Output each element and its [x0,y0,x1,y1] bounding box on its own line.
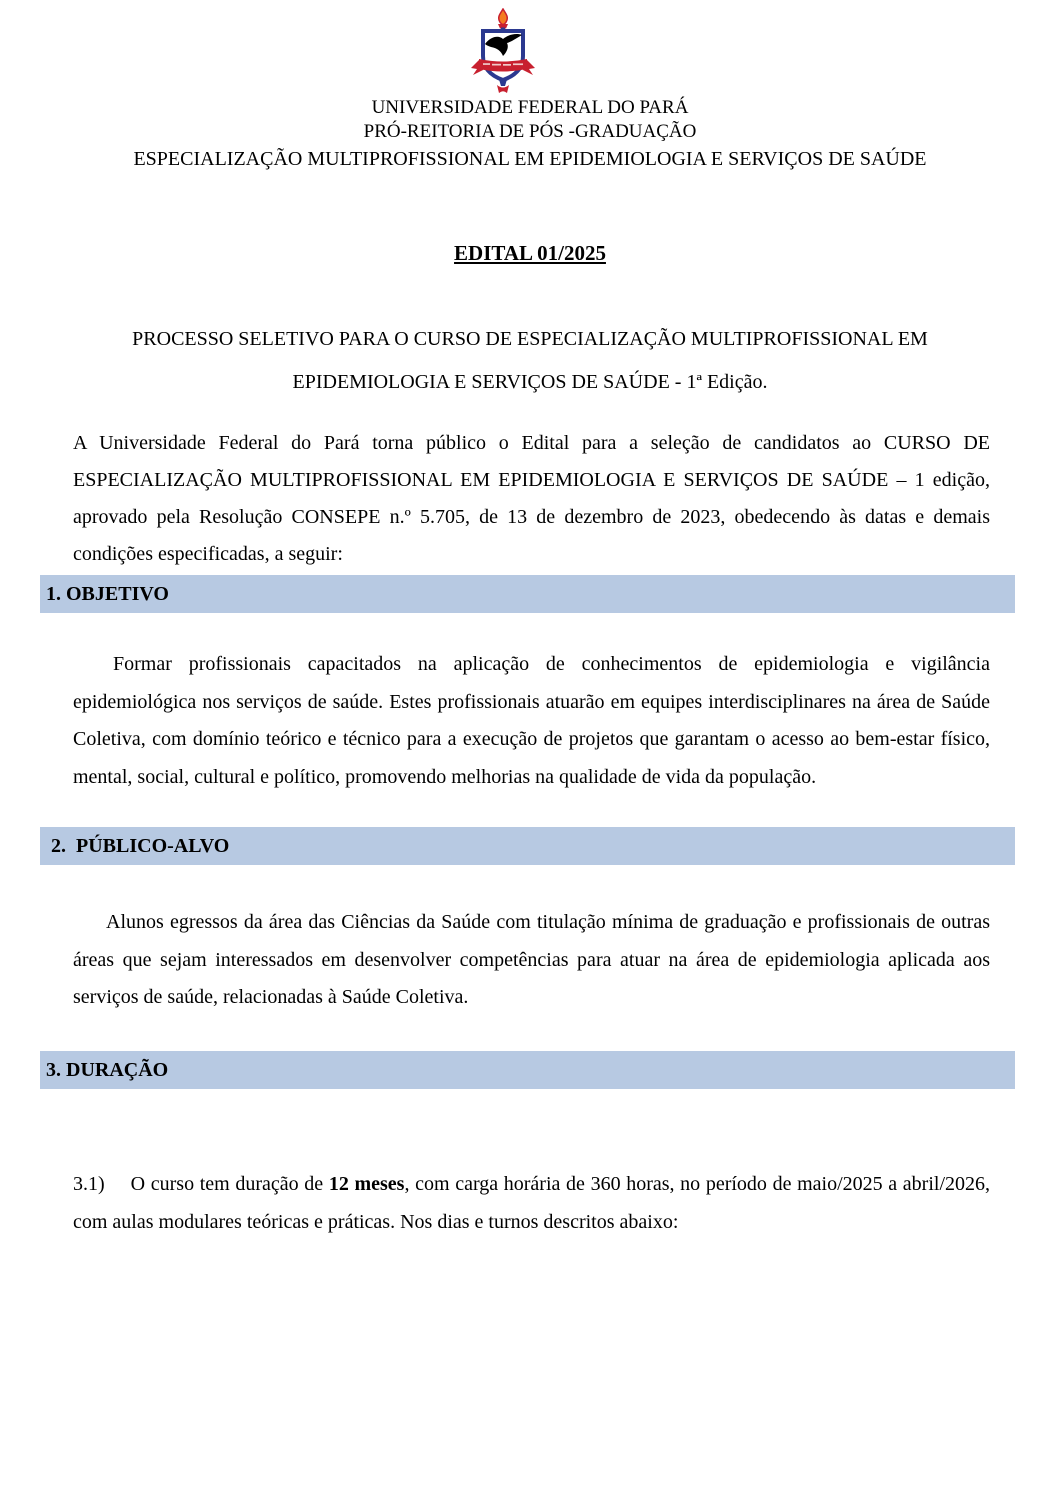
duracao-text-after: , com carga horária de 360 horas, no período de maio/2025 a abril/2026, com aulas modulares teóricas e práticas. Nos dias e turnos descritos abaixo: [73,1172,991,1233]
ufpa-crest-icon [471,8,535,94]
edital-title-row [0,240,1060,266]
item-number: 3.1) [73,1172,105,1195]
duracao-item-3-1 [73,1165,990,1241]
duracao-text-before: O curso tem duração de [130,1172,329,1195]
pro-rectory-name: PRÓ-REITORIA DE PÓS -GRADUAÇÃO [363,121,697,142]
intro-paragraph: A Universidade Federal do Pará torna público o Edital para a seleção de candidatos ao CURSO DE ESPECIALIZAÇÃO MULTIPROFISSIONAL EM EPIDEMIOLOGIA E SERVIÇOS DE SAÚDE – 1 edição, aprovado pela Resolução CONSEPE n.º 5.705, de 13 de dezembro de 2023, obedecendo às datas e demais condições especificadas, a seguir: [73,432,990,565]
duracao-text-bold: 12 meses [328,1172,405,1195]
program-name: ESPECIALIZAÇÃO MULTIPROFISSIONAL EM EPIDEMIOLOGIA E SERVIÇOS DE SAÚDE [133,148,927,170]
section-heading-publico-alvo: 2. PÚBLICO-ALVO [40,827,1015,865]
process-subtitle: PROCESSO SELETIVO PARA O CURSO DE ESPECIALIZAÇÃO MULTIPROFISSIONAL EM EPIDEMIOLOGIA E SERVIÇOS DE SAÚDE - 1ª Edição. [132,328,928,393]
section-heading-objetivo: 1. OBJETIVO [40,575,1015,613]
publico-alvo-paragraph: Alunos egressos da área das Ciências da Saúde com titulação mínima de graduação e profissionais de outras áreas que sejam interessados em desenvolver competências para atuar na área de epidemiologia aplicada aos serviços de saúde, relacionadas à Saúde Coletiva. [73,911,990,1008]
objetivo-paragraph: Formar profissionais capacitados na aplicação de conhecimentos de epidemiologia e vigilância epidemiológica nos serviços de saúde. Estes profissionais atuarão em equipes interdisciplinares na área de Saúde Coletiva, com domínio teórico e técnico para a execução de projetos que garantam o acesso ao bem-estar físico, mental, social, cultural e político, promovendo melhorias na qualidade de vida da população. [73,653,990,788]
university-name: UNIVERSIDADE FEDERAL DO PARÁ [371,97,689,118]
edital-title: EDITAL 01/2025 [454,241,606,265]
section-heading-duracao: 3. DURAÇÃO [40,1051,1015,1089]
